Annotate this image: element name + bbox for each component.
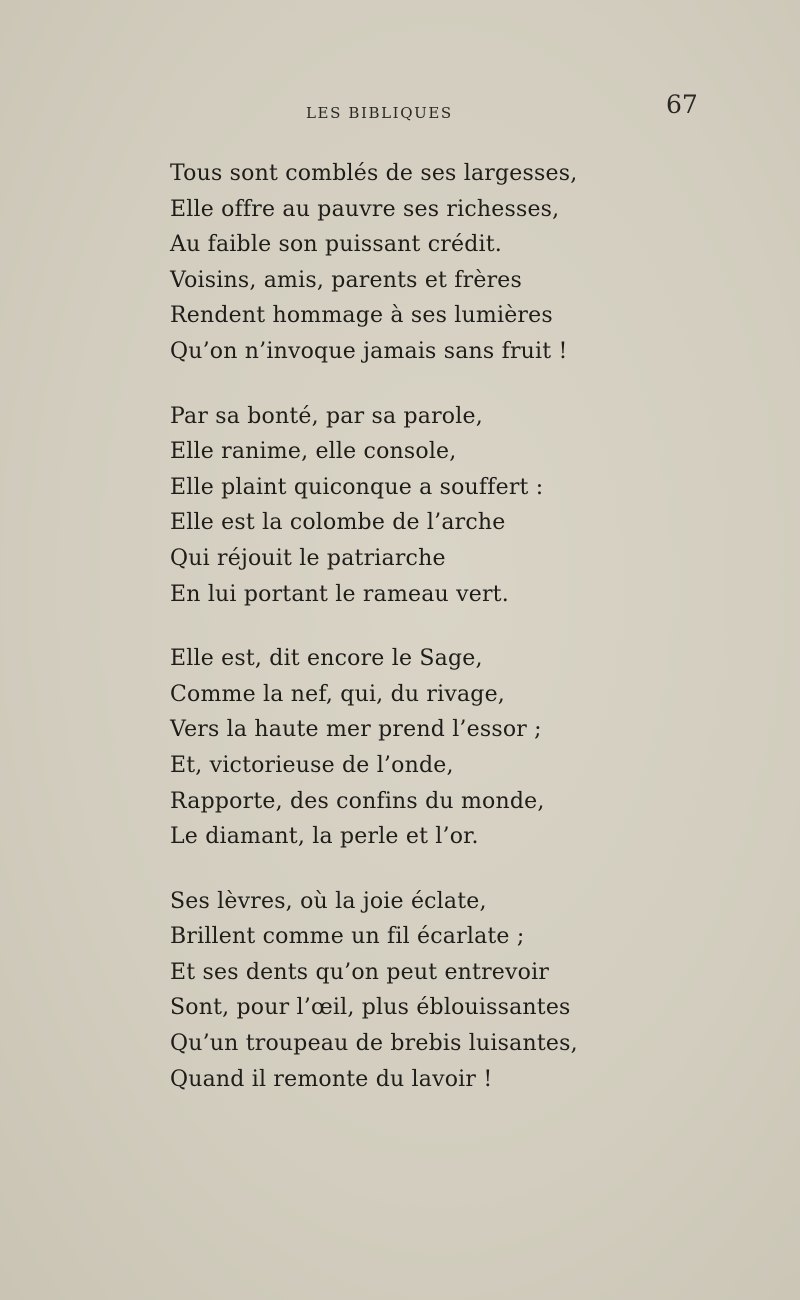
verse-line: Tous sont comblés de ses largesses, <box>170 161 578 186</box>
verse-line: Voisins, amis, parents et frères <box>170 267 522 293</box>
verse-line: Elle ranime, elle console, <box>170 439 457 465</box>
stanza-3 <box>170 641 770 855</box>
stanza-1 <box>170 156 770 370</box>
verse-line: Elle offre au pauvre ses richesses, <box>170 196 560 222</box>
verse-line: Rapporte, des confins du monde, <box>170 788 545 814</box>
verse-line: Qu’on n’invoque jamais sans fruit ! <box>170 338 568 364</box>
verse-line: Qu’un troupeau de brebis luisantes, <box>170 1031 578 1057</box>
verse-line: Elle plaint quiconque a souffert : <box>170 474 544 500</box>
verse-line: Elle est la colombe de l’arche <box>170 510 506 536</box>
verse-line: Elle est, dit encore le Sage, <box>170 646 483 672</box>
verse-line: Qui réjouit le patriarche <box>170 545 446 571</box>
running-title: LES BIBLIQUES <box>306 104 453 122</box>
verse-line: Au faible son puissant crédit. <box>170 232 502 258</box>
stanza-2 <box>170 399 770 613</box>
verse-line: Ses lèvres, où la joie éclate, <box>170 888 487 914</box>
verse-line: Sont, pour l’œil, plus éblouissantes <box>170 995 571 1021</box>
verse-line: En lui portant le rameau vert. <box>170 581 509 607</box>
poem <box>170 156 770 1126</box>
stanza-4 <box>170 884 770 1098</box>
verse-line: Vers la haute mer prend l’essor ; <box>170 717 542 743</box>
verse-line: Comme la nef, qui, du rivage, <box>170 681 506 707</box>
verse-line: Par sa bonté, par sa parole, <box>170 403 483 429</box>
verse-line: Et, victorieuse de l’onde, <box>170 752 454 778</box>
verse-line: Le diamant, la perle et l’or. <box>170 824 479 850</box>
page-number: 67 <box>666 90 698 119</box>
verse-line: Rendent hommage à ses lumières <box>170 303 553 329</box>
verse-line: Et ses dents qu’on peut entrevoir <box>170 959 550 985</box>
verse-line: Brillent comme un fil écarlate ; <box>170 924 525 950</box>
verse-line: Quand il remonte du lavoir ! <box>170 1066 493 1092</box>
